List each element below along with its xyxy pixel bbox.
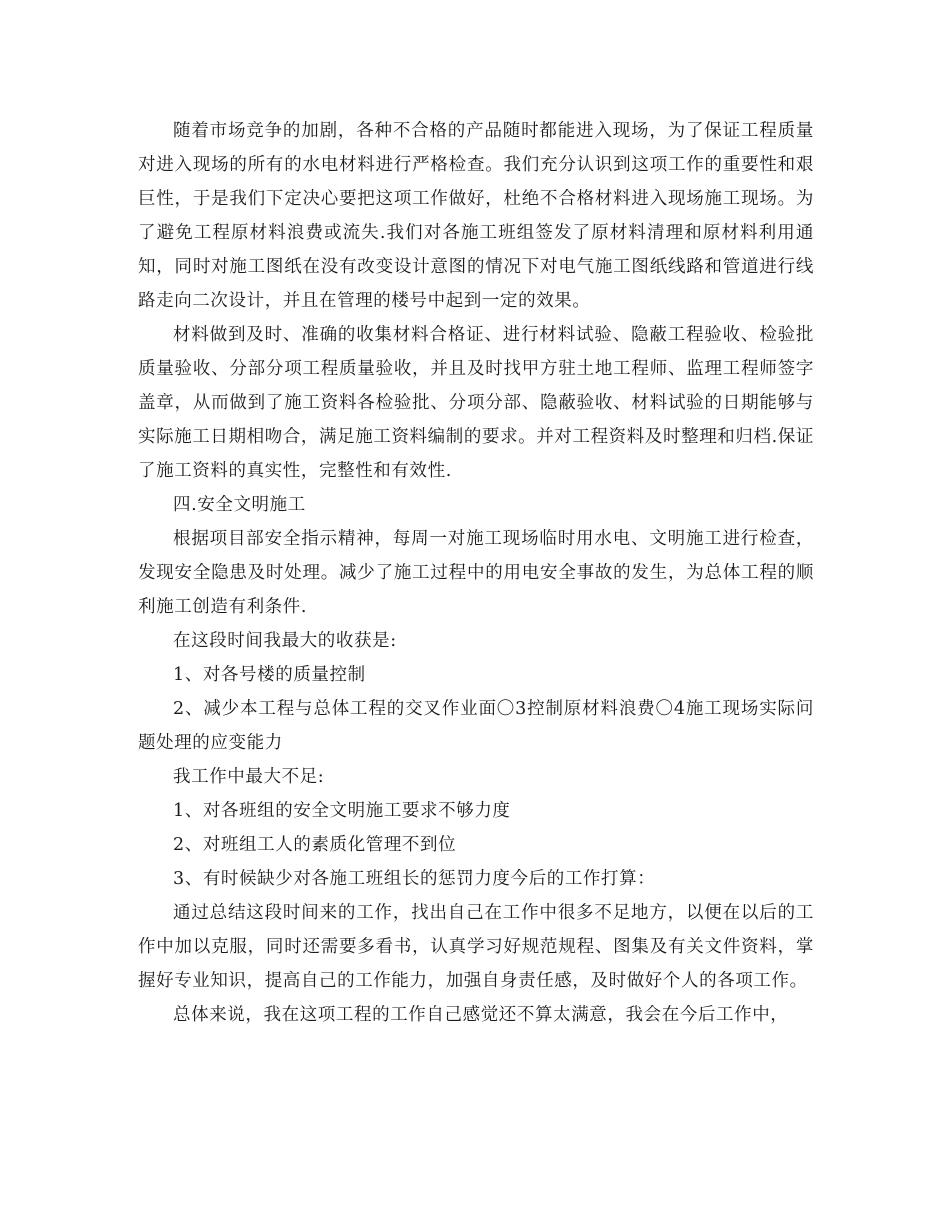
list-item-gain-2: 2、减少本工程与总体工程的交叉作业面〇3控制原材料浪费〇4施工现场实际问题处理的应变能力 [138, 699, 814, 753]
document-page [138, 114, 814, 1032]
list-item-shortcoming-1: 1、对各班组的安全文明施工要求不够力度 [173, 801, 511, 821]
paragraph-material-documentation: 材料做到及时、准确的收集材料合格证、进行材料试验、隐蔽工程验收、检验批质量验收、分部分项工程质量验收，并且及时找甲方驻土地工程师、监理工程师签字盖章，从而做到了施工资料各检验批、分项分部、隐蔽验收、材料试验的日期能够与实际施工日期相吻合，满足施工资料编制的要求。并对工程资料及时整理和归档.保证了施工资料的真实性，完整性和有效性. [138, 325, 814, 481]
paragraph-material-inspection: 随着市场竞争的加剧，各种不合格的产品随时都能进入现场，为了保证工程质量对进入现场的所有的水电材料进行严格检查。我们充分认识到这项工作的重要性和艰巨性，于是我们下定决心要把这项工作做好，杜绝不合格材料进入现场施工现场。为了避免工程原材料浪费或流失.我们对各施工班组签发了原材料清理和原材料利用通知，同时对施工图纸在没有改变设计意图的情况下对电气施工图纸线路和管道进行线路走向二次设计，并且在管理的楼号中起到一定的效果。 [138, 121, 814, 311]
paragraph-gains-heading: 在这段时间我最大的收获是: [173, 631, 397, 651]
paragraph-safety-inspection: 根据项目部安全指示精神，每周一对施工现场临时用水电、文明施工进行检查，发现安全隐患及时处理。减少了施工过程中的用电安全事故的发生，为总体工程的顺利施工创造有利条件. [138, 529, 814, 617]
paragraph-shortcomings-heading: 我工作中最大不足: [173, 767, 325, 787]
list-item-shortcoming-2: 2、对班组工人的素质化管理不到位 [173, 835, 457, 855]
list-item-shortcoming-3: 3、有时候缺少对各施工班组长的惩罚力度今后的工作打算： [173, 869, 656, 889]
paragraph-summary: 总体来说，我在这项工程的工作自己感觉还不算太满意，我会在今后工作中， [173, 1005, 789, 1025]
paragraph-future-plans: 通过总结这段时间来的工作，找出自己在工作中很多不足地方，以便在以后的工作中加以克服，同时还需要多看书，认真学习好规范规程、图集及有关文件资料，掌握好专业知识，提高自己的工作能力，加强自身责任感，及时做好个人的各项工作。 [138, 903, 814, 991]
list-item-gain-1: 1、对各号楼的质量控制 [173, 665, 366, 685]
section-heading-safety: 四.安全文明施工 [173, 495, 306, 515]
